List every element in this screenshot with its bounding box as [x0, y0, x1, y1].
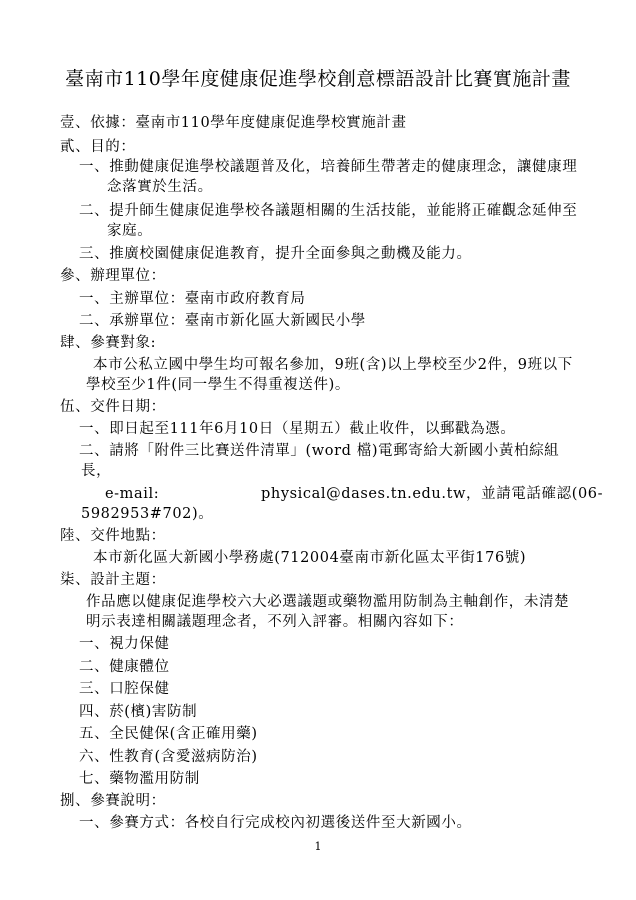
location-line: 本市新化區大新國小學務處(712004臺南市新化區太平街176號)	[93, 550, 527, 566]
deadline-item-2-cont: 長，	[81, 463, 112, 479]
theme-topic: 一、視力保健	[79, 636, 170, 652]
organizer-host: 一、主辦單位：臺南市政府教育局	[79, 291, 306, 307]
theme-topic: 三、口腔保健	[79, 681, 170, 697]
participants-line-2: 學校至少1件(同一學生不得重複送件)。	[86, 377, 350, 393]
purpose-item-3: 三、推廣校園健康促進教育，提升全面參與之動機及能力。	[79, 246, 472, 262]
section-participants-heading: 肆、參賽對象:	[60, 335, 157, 351]
section-location-heading: 陸、交件地點：	[60, 528, 166, 544]
purpose-item-2: 二、提升師生健康促進學校各議題相關的生活技能，並能將正確觀念延伸至	[79, 203, 578, 219]
participants-line-1: 本市公私立國中學生均可報名參加，9班(含)以上學校至少2件，9班以下	[93, 357, 573, 373]
deadline-item-1: 一、即日起至111年6月10日（星期五）截止收件，以郵戳為憑。	[79, 421, 516, 437]
theme-topic: 四、菸(檳)害防制	[79, 704, 198, 720]
organizer-organizer: 二、承辦單位：臺南市新化區大新國民小學	[79, 313, 366, 329]
theme-topic: 六、性教育(含愛滋病防治)	[79, 749, 258, 765]
theme-topic: 五、全民健保(含正確用藥)	[79, 726, 258, 742]
email-label: e-mail:	[105, 486, 160, 502]
theme-line-1: 作品應以健康促進學校六大必選議題或藥物濫用防制為主軸創作，未清楚	[86, 594, 570, 610]
section-rules-heading: 捌、參賽說明：	[60, 793, 166, 809]
purpose-item-1: 一、推動健康促進學校議題普及化，培養師生帶著走的健康理念，讓健康理	[79, 159, 578, 175]
purpose-item-1-cont: 念落實於生活。	[107, 179, 213, 195]
section-basis: 壹、依據：臺南市110學年度健康促進學校實施計畫	[60, 115, 407, 131]
email-value: physical@dases.tn.edu.tw，並請電話確認(06-	[261, 486, 604, 502]
section-theme-heading: 柒、設計主題：	[60, 572, 166, 588]
purpose-item-2-cont: 家庭。	[107, 223, 153, 239]
section-deadline-heading: 伍、交件日期：	[60, 399, 166, 415]
section-organizers-heading: 參、辦理單位：	[60, 268, 166, 284]
deadline-item-2: 二、請將「附件三比賽送件清單」(word 檔)電郵寄給大新國小黃柏綜組	[79, 443, 560, 459]
phone-tail: 5982953#702)。	[81, 506, 214, 522]
theme-line-2: 明示表達相關議題理念者，不列入評審。相關內容如下：	[86, 614, 464, 630]
theme-topic: 二、健康體位	[79, 659, 170, 675]
section-purpose-heading: 貳、目的：	[60, 139, 136, 155]
page-number: 1	[314, 840, 322, 853]
rules-item-1: 一、參賽方式：各校自行完成校內初選後送件至大新國小。	[79, 815, 472, 831]
document-title: 臺南市110學年度健康促進學校創意標語設計比賽實施計畫	[65, 68, 571, 90]
theme-topic: 七、藥物濫用防制	[79, 771, 200, 787]
